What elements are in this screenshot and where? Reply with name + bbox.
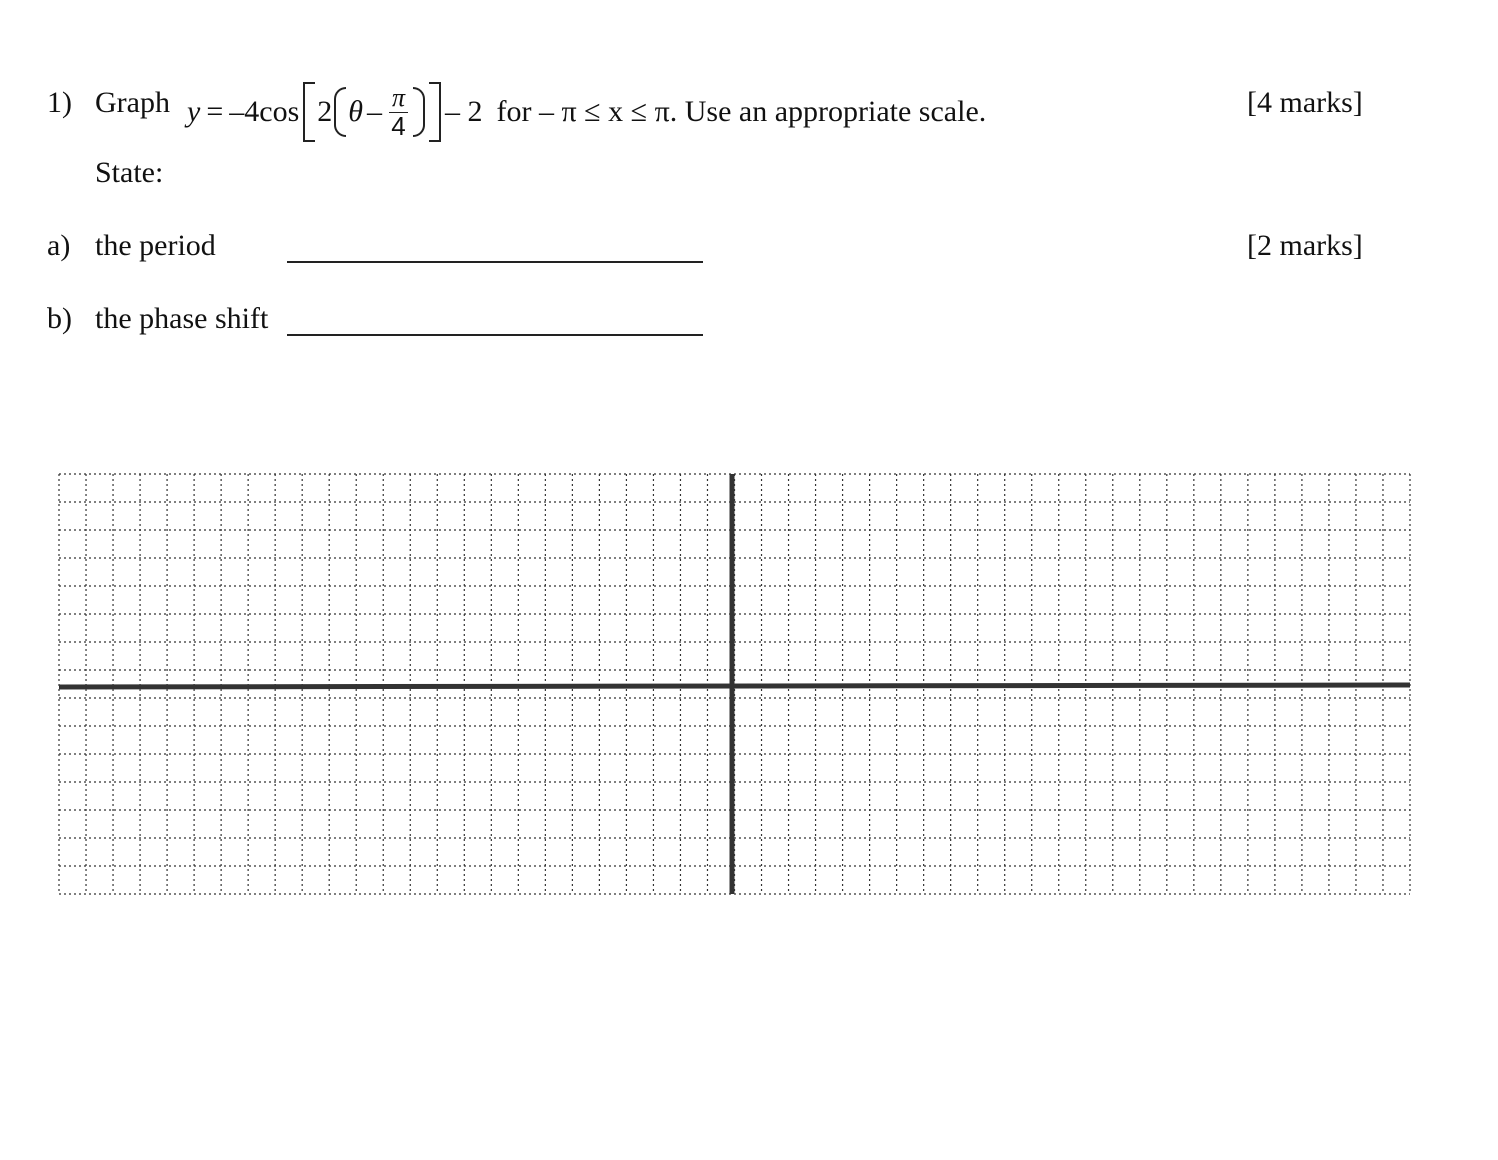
eq-minus: – (367, 95, 382, 128)
eq-func: cos (259, 95, 300, 128)
part-b-text: the phase shift (95, 302, 269, 335)
question-number: 1) (47, 86, 72, 119)
state-label: State: (95, 156, 164, 189)
eq-tail: – 2 (445, 95, 483, 128)
question-verb: Graph (95, 86, 170, 119)
part-a-text: the period (95, 229, 216, 262)
part-a-marks: [2 marks] (1247, 229, 1363, 262)
instruction-text: . Use an appropriate scale. (669, 95, 987, 128)
eq-coefficient: –4 (229, 95, 260, 128)
frac-denominator: 4 (391, 110, 406, 141)
eq-equals: = (206, 95, 224, 128)
x-axis (59, 685, 1410, 687)
domain-text: for – π ≤ x ≤ π (496, 95, 670, 128)
eq-lhs: y (187, 95, 201, 128)
eq-variable: θ (348, 95, 363, 128)
part-a-letter: a) (47, 229, 71, 262)
question-marks: [4 marks] (1247, 86, 1363, 119)
eq-inner-coef: 2 (317, 95, 333, 128)
frac-numerator: π (389, 84, 408, 112)
part-b-letter: b) (47, 302, 72, 335)
axes (59, 474, 1410, 894)
